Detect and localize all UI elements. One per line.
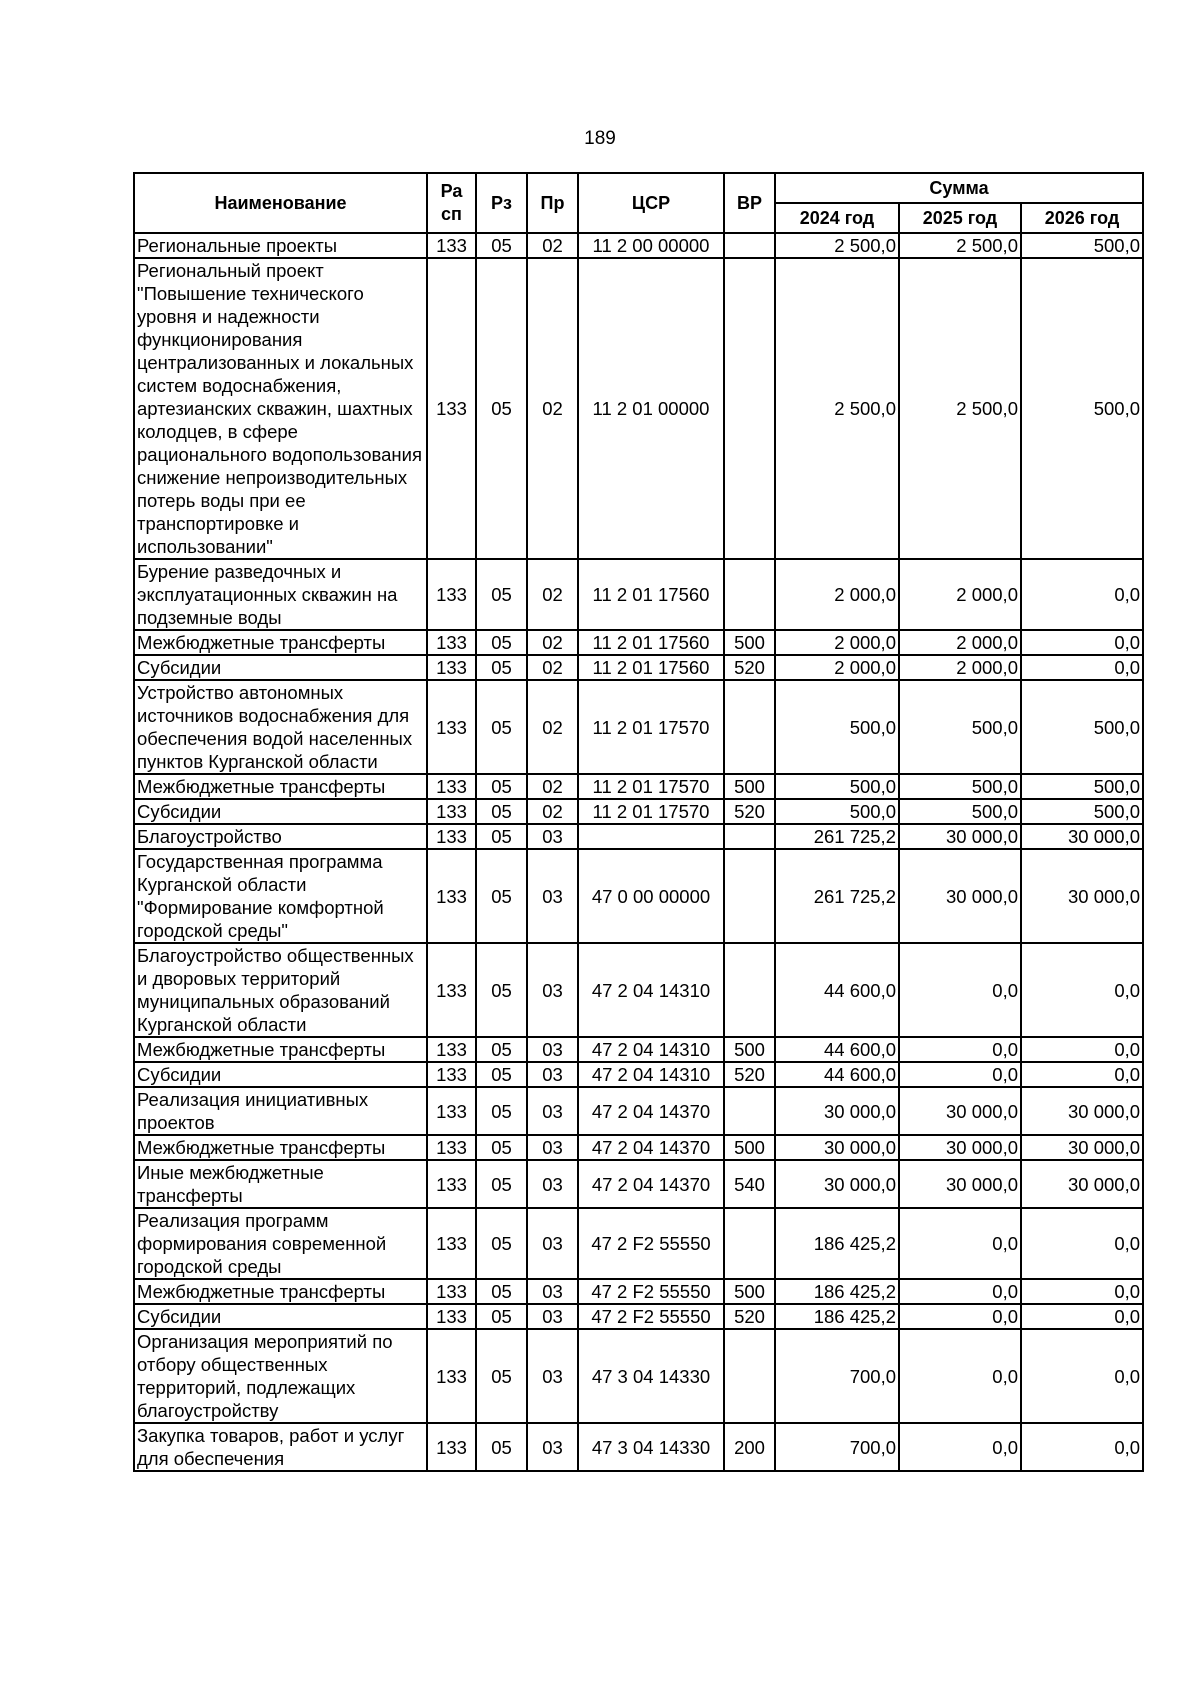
row-csr-cell: 11 2 01 17570 [578,799,724,824]
row-2026-cell: 0,0 [1021,630,1143,655]
row-name-cell: Благоустройство общественных и дворовых территорий муниципальных образований Курганской области [134,943,427,1037]
budget-table [133,172,1144,1472]
row-name-cell: Субсидии [134,655,427,680]
row-rasp-cell: 133 [427,1304,476,1329]
table-row [134,1135,1143,1160]
row-name-cell: Реализация программ формирования современной городской среды [134,1208,427,1279]
row-2026-cell: 0,0 [1021,559,1143,630]
row-rz-cell: 05 [476,680,527,774]
row-2024-cell: 2 000,0 [775,559,899,630]
row-rz-cell: 05 [476,774,527,799]
table-row [134,799,1143,824]
header-2026: 2026 год [1021,203,1143,233]
row-2024-cell: 261 725,2 [775,824,899,849]
row-rasp-cell: 133 [427,233,476,258]
row-name-cell: Субсидии [134,1062,427,1087]
row-vr-cell [724,258,775,559]
row-rz-cell: 05 [476,655,527,680]
row-name-cell: Региональный проект "Повышение технического уровня и надежности функционирования централизованных и локальных систем водоснабжения, артезианских скважин, шахтных колодцев, в сфере рационального водопользования снижение непроизводительных потерь воды при ее транспортировке и использовании" [134,258,427,559]
row-2024-cell: 2 500,0 [775,258,899,559]
row-pr-cell: 02 [527,774,578,799]
header-2024: 2024 год [775,203,899,233]
row-vr-cell: 520 [724,1062,775,1087]
row-2025-cell: 2 000,0 [899,559,1021,630]
row-rz-cell: 05 [476,233,527,258]
row-rz-cell: 05 [476,824,527,849]
row-name-cell: Государственная программа Курганской области "Формирование комфортной городской среды" [134,849,427,943]
row-2025-cell: 0,0 [899,943,1021,1037]
row-csr-cell: 11 2 00 00000 [578,233,724,258]
row-2025-cell: 500,0 [899,774,1021,799]
table-row [134,1208,1143,1279]
row-vr-cell [724,943,775,1037]
row-pr-cell: 03 [527,1160,578,1208]
header-rz: Рз [476,173,527,233]
row-pr-cell: 02 [527,559,578,630]
row-vr-cell: 500 [724,1135,775,1160]
row-name-cell: Благоустройство [134,824,427,849]
row-name-cell: Межбюджетные трансферты [134,630,427,655]
row-csr-cell: 47 2 04 14370 [578,1135,724,1160]
row-rasp-cell: 133 [427,680,476,774]
header-rasp-line2: сп [441,204,462,224]
row-rz-cell: 05 [476,943,527,1037]
row-pr-cell: 02 [527,655,578,680]
row-csr-cell: 47 2 04 14310 [578,1037,724,1062]
row-csr-cell: 47 2 F2 55550 [578,1279,724,1304]
header-rasp [427,173,476,233]
row-2024-cell: 186 425,2 [775,1279,899,1304]
row-2025-cell: 2 000,0 [899,655,1021,680]
row-rasp-cell: 133 [427,1135,476,1160]
row-2024-cell: 500,0 [775,680,899,774]
row-rasp-cell: 133 [427,559,476,630]
header-csr: ЦСР [578,173,724,233]
row-name-cell: Межбюджетные трансферты [134,1037,427,1062]
row-rz-cell: 05 [476,1160,527,1208]
row-vr-cell [724,1208,775,1279]
row-vr-cell [724,849,775,943]
row-pr-cell: 02 [527,680,578,774]
row-2025-cell: 2 000,0 [899,630,1021,655]
row-rasp-cell: 133 [427,1062,476,1087]
row-2025-cell: 2 500,0 [899,258,1021,559]
row-csr-cell: 11 2 01 00000 [578,258,724,559]
header-rasp-line1: Ра [440,181,463,201]
row-csr-cell: 11 2 01 17560 [578,559,724,630]
row-rz-cell: 05 [476,1135,527,1160]
row-2024-cell: 2 000,0 [775,630,899,655]
row-name-cell: Субсидии [134,1304,427,1329]
row-csr-cell: 47 2 04 14370 [578,1160,724,1208]
table-row [134,1087,1143,1135]
row-name-cell: Межбюджетные трансферты [134,1135,427,1160]
row-2024-cell: 30 000,0 [775,1087,899,1135]
row-rz-cell: 05 [476,1208,527,1279]
row-rz-cell: 05 [476,1329,527,1423]
table-header [134,173,1143,233]
table-row [134,774,1143,799]
row-rasp-cell: 133 [427,630,476,655]
row-2025-cell: 0,0 [899,1423,1021,1471]
row-2026-cell: 0,0 [1021,1329,1143,1423]
row-vr-cell: 540 [724,1160,775,1208]
row-vr-cell [724,680,775,774]
row-rasp-cell: 133 [427,655,476,680]
row-rz-cell: 05 [476,1304,527,1329]
table-row [134,1037,1143,1062]
row-rasp-cell: 133 [427,1329,476,1423]
row-pr-cell: 03 [527,1135,578,1160]
row-vr-cell: 520 [724,799,775,824]
row-2024-cell: 261 725,2 [775,849,899,943]
row-rasp-cell: 133 [427,1279,476,1304]
row-2026-cell: 30 000,0 [1021,1135,1143,1160]
row-2025-cell: 0,0 [899,1304,1021,1329]
row-csr-cell: 47 2 F2 55550 [578,1208,724,1279]
row-pr-cell: 02 [527,630,578,655]
row-rasp-cell: 133 [427,1160,476,1208]
row-2026-cell: 500,0 [1021,233,1143,258]
row-rasp-cell: 133 [427,799,476,824]
row-2026-cell: 0,0 [1021,1037,1143,1062]
header-pr: Пр [527,173,578,233]
row-2024-cell: 44 600,0 [775,1037,899,1062]
page-number: 189 [584,128,616,149]
row-pr-cell: 03 [527,1279,578,1304]
header-name: Наименование [134,173,427,233]
row-2025-cell: 30 000,0 [899,824,1021,849]
row-2025-cell: 500,0 [899,799,1021,824]
row-2026-cell: 0,0 [1021,655,1143,680]
row-2026-cell: 30 000,0 [1021,1160,1143,1208]
row-rasp-cell: 133 [427,774,476,799]
row-2026-cell: 0,0 [1021,943,1143,1037]
row-rz-cell: 05 [476,1279,527,1304]
row-2024-cell: 2 500,0 [775,233,899,258]
row-vr-cell: 520 [724,655,775,680]
row-name-cell: Закупка товаров, работ и услуг для обеспечения [134,1423,427,1471]
table-row [134,849,1143,943]
row-vr-cell [724,559,775,630]
row-rz-cell: 05 [476,849,527,943]
row-rz-cell: 05 [476,1062,527,1087]
row-name-cell: Реализация инициативных проектов [134,1087,427,1135]
row-2024-cell: 30 000,0 [775,1160,899,1208]
row-csr-cell: 11 2 01 17560 [578,630,724,655]
row-rasp-cell: 133 [427,1037,476,1062]
row-2026-cell: 30 000,0 [1021,849,1143,943]
row-vr-cell [724,1087,775,1135]
row-pr-cell: 03 [527,1329,578,1423]
row-pr-cell: 03 [527,1423,578,1471]
row-pr-cell: 02 [527,233,578,258]
row-name-cell: Межбюджетные трансферты [134,774,427,799]
row-2025-cell: 500,0 [899,680,1021,774]
row-vr-cell [724,233,775,258]
row-name-cell: Иные межбюджетные трансферты [134,1160,427,1208]
row-2025-cell: 0,0 [899,1062,1021,1087]
table-row [134,1304,1143,1329]
row-vr-cell: 500 [724,630,775,655]
row-name-cell: Бурение разведочных и эксплуатационных скважин на подземные воды [134,559,427,630]
table-row [134,824,1143,849]
row-pr-cell: 03 [527,824,578,849]
row-2026-cell: 500,0 [1021,799,1143,824]
row-2026-cell: 0,0 [1021,1062,1143,1087]
table-row [134,943,1143,1037]
row-rasp-cell: 133 [427,1423,476,1471]
row-csr-cell: 47 3 04 14330 [578,1329,724,1423]
header-vr: ВР [724,173,775,233]
row-2024-cell: 186 425,2 [775,1304,899,1329]
row-vr-cell [724,1329,775,1423]
row-rasp-cell: 133 [427,1087,476,1135]
table-row [134,258,1143,559]
row-vr-cell: 200 [724,1423,775,1471]
row-pr-cell: 03 [527,943,578,1037]
row-2024-cell: 44 600,0 [775,1062,899,1087]
row-rasp-cell: 133 [427,943,476,1037]
row-2026-cell: 0,0 [1021,1423,1143,1471]
row-2025-cell: 0,0 [899,1279,1021,1304]
row-csr-cell: 47 0 00 00000 [578,849,724,943]
row-name-cell: Устройство автономных источников водоснабжения для обеспечения водой населенных пунктов Курганской области [134,680,427,774]
row-rasp-cell: 133 [427,824,476,849]
row-csr-cell: 47 2 04 14370 [578,1087,724,1135]
row-2024-cell: 30 000,0 [775,1135,899,1160]
row-2025-cell: 30 000,0 [899,1160,1021,1208]
row-2025-cell: 30 000,0 [899,849,1021,943]
table-row [134,559,1143,630]
row-name-cell: Организация мероприятий по отбору общественных территорий, подлежащих благоустройству [134,1329,427,1423]
table-row [134,1062,1143,1087]
row-pr-cell: 02 [527,799,578,824]
row-rz-cell: 05 [476,258,527,559]
row-rz-cell: 05 [476,1037,527,1062]
row-2026-cell: 0,0 [1021,1208,1143,1279]
row-rz-cell: 05 [476,559,527,630]
table-body [134,233,1143,1471]
table-row [134,1279,1143,1304]
row-vr-cell: 500 [724,1037,775,1062]
header-2025: 2025 год [899,203,1021,233]
row-csr-cell: 11 2 01 17560 [578,655,724,680]
row-2024-cell: 700,0 [775,1329,899,1423]
row-csr-cell: 47 2 04 14310 [578,943,724,1037]
row-2025-cell: 2 500,0 [899,233,1021,258]
row-pr-cell: 03 [527,1208,578,1279]
row-vr-cell: 500 [724,774,775,799]
row-vr-cell: 500 [724,1279,775,1304]
row-pr-cell: 02 [527,258,578,559]
row-name-cell: Межбюджетные трансферты [134,1279,427,1304]
row-2024-cell: 2 000,0 [775,655,899,680]
row-2025-cell: 0,0 [899,1208,1021,1279]
row-2025-cell: 0,0 [899,1037,1021,1062]
row-pr-cell: 03 [527,1037,578,1062]
row-rz-cell: 05 [476,1087,527,1135]
row-pr-cell: 03 [527,849,578,943]
row-csr-cell: 11 2 01 17570 [578,680,724,774]
row-2026-cell: 500,0 [1021,680,1143,774]
table-row [134,680,1143,774]
row-csr-cell: 47 2 F2 55550 [578,1304,724,1329]
row-2024-cell: 700,0 [775,1423,899,1471]
row-2026-cell: 0,0 [1021,1279,1143,1304]
row-2025-cell: 30 000,0 [899,1135,1021,1160]
row-2026-cell: 30 000,0 [1021,1087,1143,1135]
table-row [134,233,1143,258]
table-row [134,1329,1143,1423]
row-pr-cell: 03 [527,1062,578,1087]
row-2024-cell: 500,0 [775,799,899,824]
row-csr-cell: 11 2 01 17570 [578,774,724,799]
row-2026-cell: 30 000,0 [1021,824,1143,849]
row-2026-cell: 0,0 [1021,1304,1143,1329]
table-row [134,1160,1143,1208]
row-name-cell: Региональные проекты [134,233,427,258]
row-pr-cell: 03 [527,1304,578,1329]
row-2026-cell: 500,0 [1021,258,1143,559]
row-2025-cell: 0,0 [899,1329,1021,1423]
row-pr-cell: 03 [527,1087,578,1135]
header-sum: Сумма [775,173,1143,203]
row-vr-cell: 520 [724,1304,775,1329]
row-2026-cell: 500,0 [1021,774,1143,799]
row-rz-cell: 05 [476,630,527,655]
table-row [134,630,1143,655]
table-row [134,655,1143,680]
row-2025-cell: 30 000,0 [899,1087,1021,1135]
row-rasp-cell: 133 [427,1208,476,1279]
row-rz-cell: 05 [476,799,527,824]
row-2024-cell: 44 600,0 [775,943,899,1037]
row-rz-cell: 05 [476,1423,527,1471]
row-2024-cell: 500,0 [775,774,899,799]
row-vr-cell [724,824,775,849]
row-2024-cell: 186 425,2 [775,1208,899,1279]
row-name-cell: Субсидии [134,799,427,824]
row-rasp-cell: 133 [427,258,476,559]
table-row [134,1423,1143,1471]
row-csr-cell [578,824,724,849]
row-csr-cell: 47 2 04 14310 [578,1062,724,1087]
row-rasp-cell: 133 [427,849,476,943]
row-csr-cell: 47 3 04 14330 [578,1423,724,1471]
